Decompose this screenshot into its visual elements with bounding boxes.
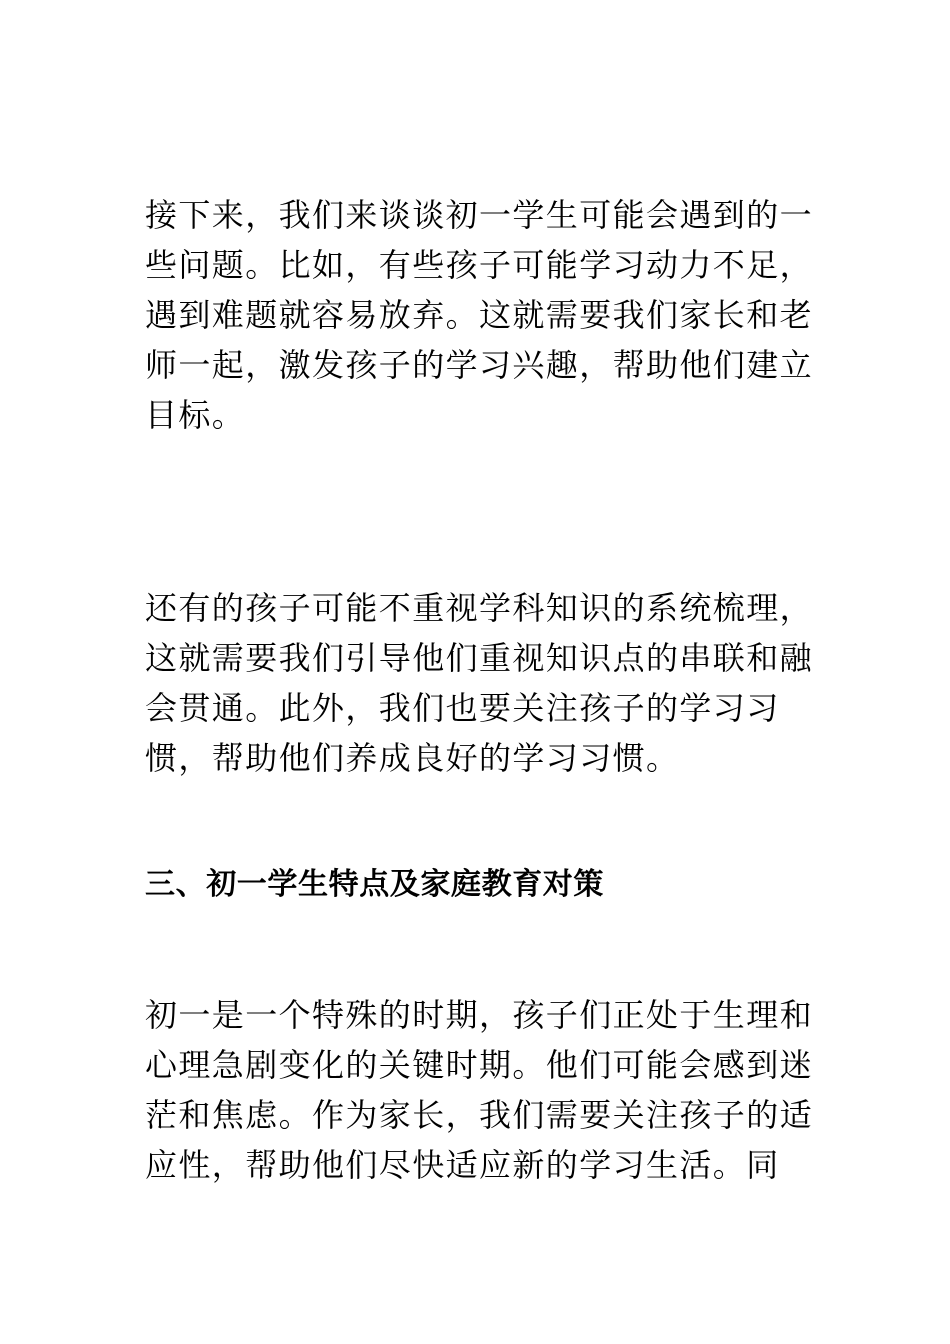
paragraph-line: 还有的孩子可能不重视学科知识的系统梳理， <box>145 589 814 627</box>
paragraph-line: 师一起，激发孩子的学习兴趣，帮助他们建立 <box>145 346 814 384</box>
paragraph-line: 茫和焦虑。作为家长，我们需要关注孩子的适 <box>145 1096 814 1134</box>
paragraph-line: 遇到难题就容易放弃。这就需要我们家长和老 <box>145 296 814 334</box>
paragraph-line: 这就需要我们引导他们重视知识点的串联和融 <box>145 639 814 677</box>
paragraph-line: 接下来，我们来谈谈初一学生可能会遇到的一 <box>145 196 814 234</box>
paragraph-line: 目标。 <box>145 396 246 434</box>
paragraph-line: 惯，帮助他们养成良好的学习习惯。 <box>145 739 680 777</box>
paragraph-line: 初一是一个特殊的时期，孩子们正处于生理和 <box>145 996 814 1034</box>
section-heading: 三、初一学生特点及家庭教育对策 <box>145 867 604 902</box>
paragraph-line: 心理急剧变化的关键时期。他们可能会感到迷 <box>145 1046 814 1084</box>
paragraph-line: 会贯通。此外，我们也要关注孩子的学习习 <box>145 689 780 727</box>
paragraph-line: 应性，帮助他们尽快适应新的学习生活。同 <box>145 1146 780 1184</box>
paragraph-line: 些问题。比如，有些孩子可能学习动力不足， <box>145 246 814 284</box>
